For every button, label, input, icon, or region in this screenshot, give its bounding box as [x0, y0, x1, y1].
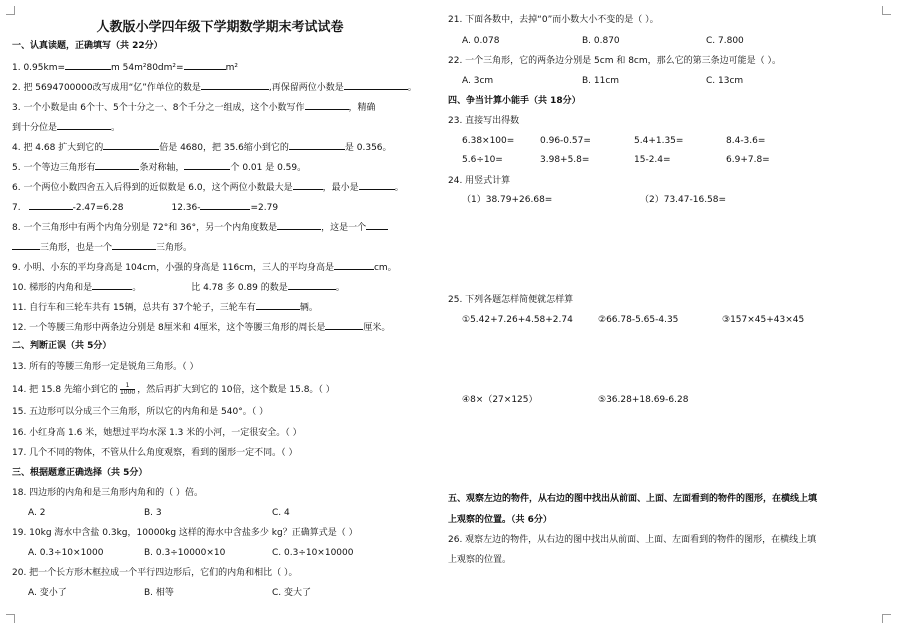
question-10: [12, 280, 345, 294]
question-11: [12, 300, 318, 314]
q9-text-a: 9. 小明、小东的平均身高是 104cm，小强的身高是 116cm，三人的平均身高是: [12, 263, 334, 273]
question-2: [12, 80, 417, 94]
answer-blank[interactable]: [65, 60, 111, 70]
answer-blank[interactable]: [184, 60, 226, 70]
fraction-denominator: 1000: [119, 389, 136, 396]
q5-text-c: 个 0.01 是 0.59。: [230, 163, 307, 173]
answer-blank[interactable]: [12, 240, 40, 250]
q23-item: 6.9+7.8=: [726, 155, 770, 165]
answer-blank[interactable]: [57, 120, 111, 130]
question-7: [12, 200, 278, 214]
q4-text-a: 4. 把 4.68 扩大到它的: [12, 143, 104, 153]
q23-item: 5.4+1.35=: [634, 136, 684, 146]
q21-option-b[interactable]: B. 0.870: [582, 36, 620, 46]
q19-option-b[interactable]: B. 0.3÷10000×10: [144, 548, 226, 558]
q19-option-a[interactable]: A. 0.3÷10×1000: [28, 548, 104, 558]
page-corner-mark: [882, 614, 891, 623]
q4-text-b: 倍是 4680，把 35.6缩小到它的: [159, 143, 289, 153]
answer-blank[interactable]: [305, 100, 349, 110]
answer-blank[interactable]: [201, 80, 269, 90]
q3-text-c: 到十分位是: [12, 123, 58, 133]
question-8: [12, 220, 388, 234]
question-23: 23. 直接写出得数: [448, 116, 520, 126]
q7-text-c: =2.79: [250, 203, 279, 213]
q25-item-5: ⑤36.28+18.69-6.28: [598, 395, 689, 405]
q20-option-c[interactable]: C. 变大了: [272, 588, 312, 598]
question-3: [12, 100, 376, 114]
exam-title: 人教版小学四年级下学期数学期末考试试卷: [96, 20, 344, 35]
answer-blank[interactable]: [334, 260, 374, 270]
q7-text-b: 12.36-: [171, 203, 201, 213]
q22-option-b[interactable]: B. 11cm: [582, 76, 620, 86]
q20-option-b[interactable]: B. 相等: [144, 588, 174, 598]
q23-item: 6.38×100=: [462, 136, 515, 146]
q8-text-d: 三角形。: [156, 243, 193, 253]
q3-text-d: 。: [111, 123, 121, 133]
question-18: 18. 四边形的内角和是三角形内角和的（ ）倍。: [12, 488, 204, 498]
q23-item: 15-2.4=: [634, 155, 671, 165]
question-22: 22. 一个三角形，它的两条边分别是 5cm 和 8cm，那么它的第三条边可能是（ ）。: [448, 56, 782, 66]
q25-item-3: ③157×45+43×45: [722, 315, 805, 325]
question-5: [12, 160, 306, 174]
question-16: 16. 小红身高 1.6 米，她想过平均水深 1.3 米的小河，一定很安全。（ ）: [12, 428, 302, 438]
answer-blank[interactable]: [184, 160, 230, 170]
question-8-cont: [12, 240, 192, 254]
answer-blank[interactable]: [103, 140, 159, 150]
question-15: 15. 五边形可以分成三个三角形，所以它的内角和是 540°。（ ）: [12, 407, 269, 417]
q8-text-b: ，这是一个: [321, 223, 367, 233]
q6-text-a: 6. 一个两位小数四舍五入后得到的近似数是 6.0，这个两位小数最大是: [12, 183, 293, 193]
q24-item-2: （2）73.47-16.58=: [640, 195, 727, 205]
page-corner-mark: [6, 6, 15, 15]
answer-blank[interactable]: [29, 200, 73, 210]
q25-item-2: ②66.78-5.65-4.35: [598, 315, 679, 325]
q4-text-c: 是 0.356。: [344, 143, 392, 153]
q18-option-c[interactable]: C. 4: [272, 508, 290, 518]
question-9: [12, 260, 397, 274]
question-12: [12, 320, 390, 334]
q25-item-1: ①5.42+7.26+4.58+2.74: [462, 315, 573, 325]
q22-option-c[interactable]: C. 13cm: [706, 76, 744, 86]
q5-text-a: 5. 一个等边三角形有: [12, 163, 96, 173]
question-19: 19. 10kg 海水中含盐 0.3kg，10000kg 这样的海水中含盐多少 kg？正确算式是（ ）: [12, 528, 358, 538]
q2-text-a: 2. 把 5694700000改写成用“亿”作单位的数是: [12, 83, 201, 93]
q23-item: 8.4-3.6=: [726, 136, 766, 146]
q19-option-c[interactable]: C. 0.3÷10×10000: [272, 548, 354, 558]
question-13: 13. 所有的等腰三角形一定是锐角三角形。（ ）: [12, 362, 199, 372]
answer-blank[interactable]: [366, 220, 388, 230]
q25-item-4: ④8×（27×125）: [462, 395, 538, 405]
answer-blank[interactable]: [289, 140, 345, 150]
q11-text-a: 11. 自行车和三轮车共有 15辆，总共有 37个轮子，三轮车有: [12, 303, 256, 313]
page-corner-mark: [6, 614, 15, 623]
answer-blank[interactable]: [325, 320, 363, 330]
page-corner-mark: [882, 6, 891, 15]
q6-text-b: ，最小是: [322, 183, 359, 193]
q3-text-a: 3. 一个小数是由 6个十、5个十分之一、8个千分之一组成，这个小数写作: [12, 103, 305, 113]
section-4-heading: 四、争当计算小能手（共 18分）: [448, 96, 581, 106]
q10-text-d: 。: [335, 283, 345, 293]
q1-text-a: 1. 0.95km=: [12, 63, 66, 73]
q2-text-c: 。: [407, 83, 417, 93]
q6-text-c: 。: [394, 183, 404, 193]
question-25: 25. 下列各题怎样简便就怎样算: [448, 295, 574, 305]
answer-blank[interactable]: [95, 160, 139, 170]
fraction-numerator: 1: [120, 383, 135, 390]
q21-option-a[interactable]: A. 0.078: [462, 36, 500, 46]
q10-text-a: 10. 梯形的内角和是: [12, 283, 93, 293]
question-20: 20. 把一个长方形木框拉成一个平行四边形后，它们的内角和相比（ ）。: [12, 568, 298, 578]
q21-option-c[interactable]: C. 7.800: [706, 36, 744, 46]
section-2-heading: 二、判断正误（共 5分）: [12, 341, 112, 351]
q10-text-b: 。: [132, 283, 142, 293]
answer-blank[interactable]: [293, 180, 323, 190]
q18-option-a[interactable]: A. 2: [28, 508, 46, 518]
question-1: [12, 60, 238, 74]
q11-text-b: 辆。: [299, 303, 318, 313]
q9-text-b: cm。: [373, 263, 397, 273]
question-17: 17. 几个不同的物体，不管从什么角度观察，看到的图形一定不同。（ ）: [12, 448, 298, 458]
answer-blank[interactable]: [92, 280, 132, 290]
fraction: [120, 383, 135, 396]
q23-item: 0.96-0.57=: [540, 136, 591, 146]
q23-item: 3.98+5.8=: [540, 155, 590, 165]
question-26-cont: 上观察的位置。: [448, 555, 512, 565]
q7-label: 7.: [12, 203, 21, 213]
q7-text-a: -2.47=6.28: [72, 203, 124, 213]
section-5-heading-cont: 上观察的位置。（共 6分）: [448, 515, 552, 525]
q14-text-a: 14. 把 15.8 先缩小到它的: [12, 385, 118, 395]
q10-text-c: 比 4.78 多 0.89 的数是: [191, 283, 288, 293]
q18-option-b[interactable]: B. 3: [144, 508, 162, 518]
q3-text-b: ，精确: [348, 103, 376, 113]
q5-text-b: 条对称轴，: [139, 163, 185, 173]
q23-item: 5.6÷10=: [462, 155, 503, 165]
q1-text-c: m²: [225, 63, 238, 73]
question-21: 21. 下面各数中，去掉“0”而小数大小不变的是（ ）。: [448, 15, 659, 25]
question-3-cont: [12, 120, 120, 134]
q14-text-b: ，然后再扩大到它的 10倍，这个数是 15.8。（ ）: [137, 385, 335, 395]
q12-text-a: 12. 一个等腰三角形中两条边分别是 8厘米和 4厘米，这个等腰三角形的周长是: [12, 323, 326, 333]
question-24: 24. 用竖式计算: [448, 176, 511, 186]
q8-text-c: 三角形，也是一个: [40, 243, 113, 253]
answer-blank[interactable]: [112, 240, 156, 250]
question-4: [12, 140, 392, 154]
answer-blank[interactable]: [256, 300, 300, 310]
q8-text-a: 8. 一个三角形中有两个内角分别是 72°和 36°，另一个内角度数是: [12, 223, 278, 233]
q24-item-1: （1）38.79+26.68=: [462, 195, 553, 205]
answer-blank[interactable]: [344, 80, 408, 90]
q22-option-a[interactable]: A. 3cm: [462, 76, 494, 86]
section-5-heading: 五、观察左边的物件，从右边的图中找出从前面、上面、左面看到的物件的图形，在横线上填: [448, 494, 818, 504]
q20-option-a[interactable]: A. 变小了: [28, 588, 67, 598]
q12-text-b: 厘米。: [363, 323, 391, 333]
answer-blank[interactable]: [288, 280, 336, 290]
answer-blank[interactable]: [200, 200, 250, 210]
section-3-heading: 三、根据题意正确选择（共 5分）: [12, 468, 148, 478]
question-26: 26. 观察左边的物件，从右边的图中找出从前面、上面、左面看到的物件的图形，在横线上填: [448, 535, 817, 545]
question-14: [12, 383, 335, 396]
q2-text-b: ,再保留两位小数是: [268, 83, 344, 93]
question-6: [12, 180, 404, 194]
section-1-heading: 一、认真读题，正确填写（共 22分）: [12, 41, 163, 51]
answer-blank[interactable]: [359, 180, 395, 190]
q1-text-b: m 54m²80dm²=: [111, 63, 184, 73]
answer-blank[interactable]: [277, 220, 321, 230]
